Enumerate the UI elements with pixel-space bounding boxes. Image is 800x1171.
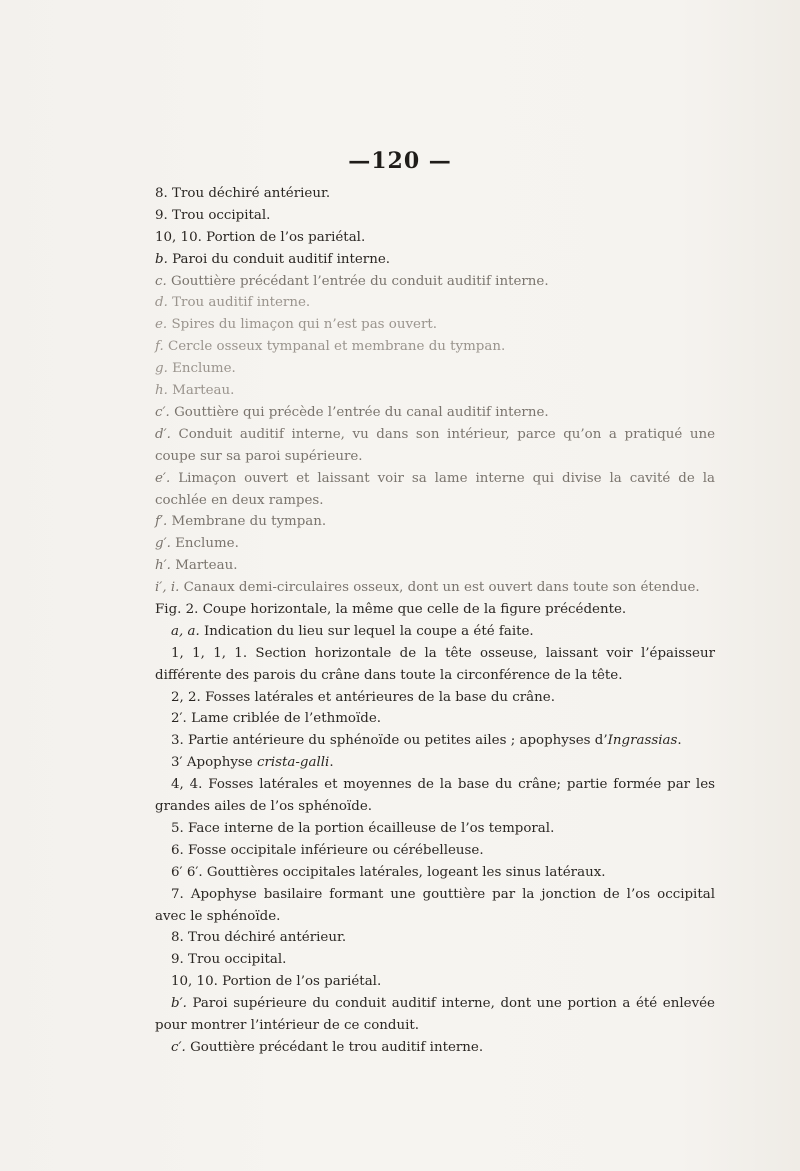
item-key: f. <box>155 339 164 355</box>
item-key: h′. <box>155 558 171 574</box>
list-item <box>155 643 715 687</box>
item-key: 10, 10. <box>171 974 218 990</box>
list-item <box>155 424 715 468</box>
list-item <box>155 205 715 227</box>
item-key: e. <box>155 317 168 333</box>
item-text: Membrane du tympan. <box>171 514 327 530</box>
item-key: e′. <box>155 470 171 486</box>
item-text: Trou occipital. <box>188 952 287 968</box>
list-item <box>155 468 715 512</box>
item-key: 8. <box>155 186 168 201</box>
item-key: b. <box>155 251 168 267</box>
item-text: Gouttière qui précède l’entrée du canal auditif interne. <box>174 404 549 420</box>
list-item <box>155 708 715 730</box>
list-item <box>155 533 715 555</box>
item-after: . <box>329 755 334 771</box>
list-item <box>155 555 715 577</box>
list-item <box>155 336 715 358</box>
list-item <box>155 752 715 774</box>
list-item <box>155 927 715 949</box>
item-text: Apophyse <box>186 755 257 771</box>
item-text: Fosses latérales et antérieures de la base du crâne. <box>205 689 555 705</box>
item-key: g. <box>155 361 168 377</box>
list-item <box>155 621 715 643</box>
list-item <box>155 774 715 818</box>
list-item <box>155 183 715 205</box>
list-item <box>155 358 715 380</box>
item-text: Marteau. <box>172 383 235 399</box>
item-key: c′. <box>171 1039 186 1055</box>
list-item <box>155 862 715 884</box>
item-text: Enclume. <box>172 361 236 377</box>
list-item <box>155 687 715 709</box>
item-key: 10, 10. <box>155 229 202 245</box>
list-item <box>155 314 715 336</box>
item-key: 6′ 6′. <box>171 864 203 880</box>
list-item <box>155 971 715 993</box>
list-item <box>155 402 715 424</box>
item-text: Cercle osseux tympanal et membrane du tympan. <box>168 339 506 355</box>
item-key: b′. <box>171 996 187 1012</box>
item-text: Fosse occipitale inférieure ou cérébelleuse. <box>188 842 484 858</box>
item-text: Conduit auditif interne, vu dans son intérieur, parce qu’on a pratiqué une coupe sur sa paroi supérieure. <box>155 426 715 464</box>
item-key: 8. <box>171 930 184 946</box>
list-item <box>155 1037 715 1059</box>
item-key: 2, 2. <box>171 689 201 705</box>
item-key: f′. <box>155 514 168 530</box>
list-item <box>155 380 715 402</box>
list-item <box>155 271 715 293</box>
item-text: Paroi supérieure du conduit auditif interne, dont une portion a été enlevée pour montrer l’intérieur de ce conduit. <box>155 996 715 1034</box>
item-text: Gouttières occipitales latérales, logeant les sinus latéraux. <box>206 864 606 880</box>
item-key: 6. <box>171 842 184 858</box>
item-text: Face interne de la portion écailleuse de l’os temporal. <box>188 820 555 836</box>
list-item <box>155 949 715 971</box>
item-key: 3′ <box>171 755 183 771</box>
item-key: h. <box>155 383 168 399</box>
item-text: Gouttière précédant l’entrée du conduit auditif interne. <box>171 273 549 289</box>
list-item <box>155 730 715 752</box>
list-item <box>155 511 715 533</box>
item-key: 2′. <box>171 711 187 727</box>
item-text: Portion de l’os pariétal. <box>222 974 382 990</box>
list-item <box>155 249 715 271</box>
item-text: Trou déchiré antérieur. <box>172 186 331 201</box>
item-text: Paroi du conduit auditif interne. <box>172 251 391 267</box>
item-key: c′. <box>155 404 170 420</box>
list-item <box>155 577 715 599</box>
item-key: a, a. <box>171 623 200 639</box>
item-text: Enclume. <box>175 536 239 552</box>
item-text: Fosses latérales et moyennes de la base du crâne; partie formée par les grandes ailes de l’os sphénoïde. <box>155 777 715 815</box>
item-text: Lame criblée de l’ethmoïde. <box>191 711 382 727</box>
item-text: Trou auditif interne. <box>172 295 311 311</box>
item-emphasis: crista-galli <box>256 755 330 771</box>
item-text: Partie antérieure du sphénoïde ou petites ailes ; apophyses d’ <box>188 733 608 749</box>
item-emphasis: Ingrassias <box>607 733 678 749</box>
item-key: c. <box>155 273 167 289</box>
body-text <box>155 183 715 1059</box>
item-key: 9. <box>155 207 168 223</box>
item-text: Spires du limaçon qui n’est pas ouvert. <box>171 317 438 333</box>
item-text: Trou déchiré antérieur. <box>188 930 347 946</box>
item-key: 9. <box>171 952 184 968</box>
item-key: 3. <box>171 733 184 749</box>
list-item <box>155 227 715 249</box>
item-key: 4, 4. <box>171 777 203 793</box>
list-item <box>155 292 715 314</box>
list-item <box>155 993 715 1037</box>
item-after: . <box>677 733 682 749</box>
item-text: Indication du lieu sur lequel la coupe a été faite. <box>204 623 534 639</box>
item-text: Marteau. <box>175 558 238 574</box>
item-key: i′, i. <box>155 580 180 596</box>
list-item <box>155 884 715 928</box>
item-key: d′. <box>155 426 171 442</box>
item-text: Apophyse basilaire formant une gouttière par la jonction de l’os occipital avec le sphénoïde. <box>155 886 715 924</box>
item-key: g′. <box>155 536 171 552</box>
list-item <box>155 818 715 840</box>
item-key: 5. <box>171 820 184 836</box>
figure-caption: Fig. 2. Coupe horizontale, la même que celle de la figure précédente. <box>155 602 627 617</box>
item-text: Trou occipital. <box>172 207 271 223</box>
item-text: Canaux demi-circulaires osseux, dont un est ouvert dans toute son étendue. <box>183 580 700 596</box>
item-text: Section horizontale de la tête osseuse, laissant voir l’épaisseur différente des parois du crâne dans toute la circonférence de la tête. <box>155 645 715 683</box>
item-text: Portion de l’os pariétal. <box>206 229 366 245</box>
item-text: Gouttière précédant le trou auditif interne. <box>190 1039 484 1055</box>
list-item <box>155 840 715 862</box>
item-text: Limaçon ouvert et laissant voir sa lame interne qui divise la cavité de la cochlée en deux rampes. <box>155 470 715 508</box>
item-key: d. <box>155 295 168 311</box>
page-number: —120 — <box>348 148 452 174</box>
item-key: 1, 1, 1, 1. <box>171 645 248 661</box>
item-key: 7. <box>171 886 184 902</box>
